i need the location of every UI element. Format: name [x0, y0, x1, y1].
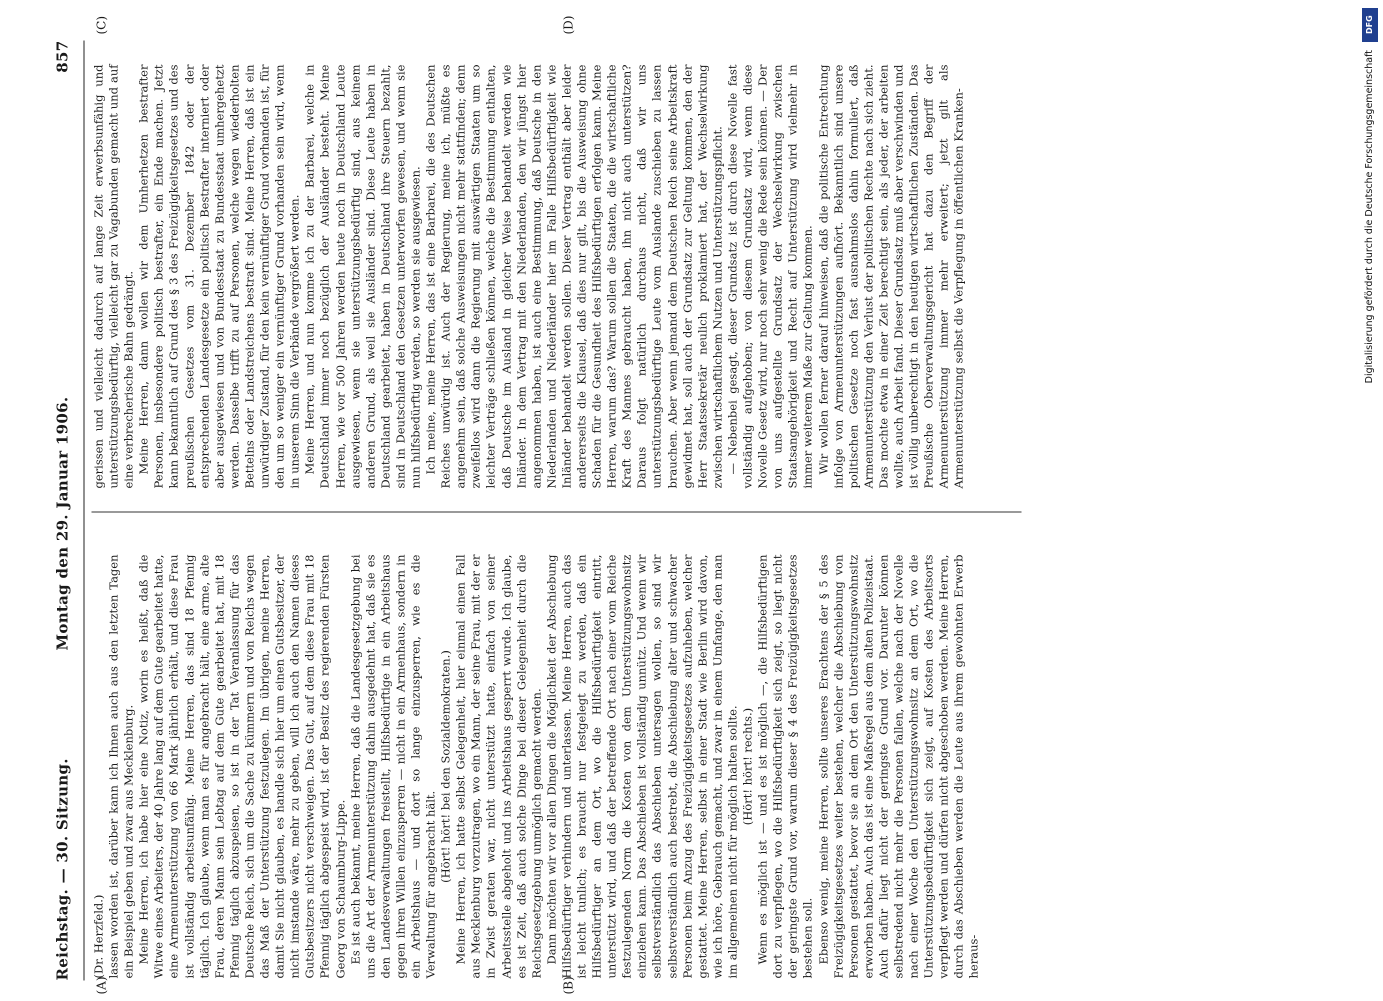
speaker-label: (Dr. Herzfeld.) — [91, 894, 106, 979]
interjection: (Hört! hört! rechts.) — [740, 707, 755, 826]
page-header — [48, 41, 80, 981]
margin-marker-a: (A) — [94, 976, 109, 995]
paragraph: Dann möchten wir vor allen Dingen die Möglichkeit der Abschiebung Hilfsbedürftiger verhindern und unterlassen. Meine Herren, auch das ist leicht tunlich; es braucht nur festgelegt zu werden, daß ein Hilfsbedürftiger an dem Ort, wo die Hilfsbedürftigkeit eintritt, unterstützt wird, und daß der betreffende Ort nach einer vom Reiche festzulegenden Norm die Kosten von dem Unterstützungswohnsitz einziehen kann. Das Abschieben ist vollständig unnütz. Und wenn wir selbstverständlich das Abschieben untersagen wollen, so sind wir selbstverständlich auch bestrebt, die Abschiebung alter und schwacher Personen beim Anzug des Freizügigkeitsgesetzes aufzuheben, welcher gestattet. Meine Herren, selbst in einer Stadt wie Berlin wird davon, wie ich höre, Gebrauch gemacht, und zwar in einem Umfange, den man im allgemeinen nicht für möglich halten sollte. — [544, 554, 740, 979]
paragraph: Meine Herren, ich hatte selbst Gelegenheit, hier einmal einen Fall aus Mecklenburg vorzutragen, wo ein Mann, der seine Frau, mit der er in Zwist geraten war, nicht unterstützt hatte, einfach von seiner Arbeitsstelle abgeholt und ins Arbeitshaus gesperrt wurde. Ich glaube, es ist Zeit, daß auch solche Dinge bei dieser Gelegenheit durch die Reichsgesetzgebung unmöglich gemacht werden. — [453, 554, 544, 979]
paragraph: Es ist auch bekannt, meine Herren, daß die Landesgesetzgebung bei uns die Art der Armenunterstützung dahin ausgedehnt hat, daß sie es den Landesverwaltungen freistellt, Hilfsbedürftige in ein Arbeitshaus gegen ihren Willen einzusperren — nicht in ein Armenhaus, sondern in ein Arbeitshaus — und dort so lange einzusperren, wie es die Verwaltung für angebracht hält. — [348, 554, 438, 979]
dfg-logo: DFG — [1362, 8, 1378, 42]
margin-marker-c: (C) — [94, 15, 109, 35]
paragraph: Meine Herren, und nun komme ich zu der Barbarei, welche in Deutschland immer noch bezüglich der Ausländer besteht. Meine Herren, wie vor 500 Jahren werden heute noch in Deutschland Leute ausgewiesen, wenn sie unterstützungsbedürftig sind, aus keinem anderen Grund, als weil sie Ausländer sind. Diese Leute haben in Deutschland gearbeitet, haben in Deutschland ihre Steuern bezahlt, sind in Deutschland den Gesetzen unterworfen gewesen, und wenn sie nun hilfsbedürftig werden, so werden sie ausgewiesen. — [302, 64, 423, 489]
paragraph: Wir wollen ferner darauf hinweisen, daß die politische Entrechtung infolge von Armenunterstützungen aufhört. Bekanntlich sind unsere politischen Gesetze noch fast ausnahmslos dahin formuliert, daß Armenunterstützung den Verlust der politischen Rechte nach sich zieht. Das mochte etwa in einer Zeit berechtigt sein, als jeder, der arbeiten wollte, auch Arbeit fand. Dieser Grundsatz muß aber verschwinden und ist völlig unberechtigt in den heutigen wirtschaftlichen Zuständen. Das Preußische Oberverwaltungsgericht hat dazu den Begriff der Armenunterstützung immer mehr erweitert; jetzt gilt als Armenunterstützung selbst die Verpflegung in öffentlichen Kranken- — [816, 64, 966, 489]
margin-marker-b: (B) — [561, 976, 576, 995]
scanned-page — [0, 1, 1383, 1001]
paragraph: Wenn es möglich ist — und es ist möglich —, die Hilfsbedürftigen dort zu verpflegen, wo die Hilfsbedürftigkeit sich zeigt, so liegt nicht der geringste Grund vor, warum dieser § 4 des Freizügigkeitsgesetzes bestehen soll. — [755, 554, 815, 979]
interjection: (Hört! hört! bei den Sozialdemokraten.) — [438, 650, 453, 883]
paragraph: lassen worden ist, darüber kann ich Ihnen auch aus den letzten Tagen ein Beispiel geben und zwar aus Mecklenburg. — [106, 554, 136, 979]
header-session: Reichstag. — 30. Sitzung. — [53, 758, 72, 981]
header-date: Montag den 29. Januar 1906. — [53, 396, 72, 651]
left-column — [92, 555, 983, 979]
right-column — [92, 65, 967, 489]
paragraph: Ich meine, meine Herren, das ist eine Barbarei, die des Deutschen Reiches unwürdig ist. Auch der Regierung, meine ich, müßte es angenehm sein, daß solche Ausweisungen nicht mehr stattfinden; denn zweifellos wird dann die Regierung mit auswärtigen Staaten um so leichter Verträge schließen können, welche die Bestimmung enthalten, daß Deutsche im Ausland in gleicher Weise behandelt werden wie Inländer. In dem Vertrag mit den Niederlanden, den wir jüngst hier angenommen haben, ist auch eine Bestimmung, daß Deutsche in den Niederlanden und Niederländer hier im Falle Hilfsbedürftigkeit wie Inländer behandelt werden sollen. Dieser Vertrag enthält aber leider andererseits die Klausel, daß dies nur gilt, bis die Ausweisung ohne Schaden für die Gesundheit des Hilfsbedürftigen erfolgen kann. Meine Herren, warum das? Warum sollen die Staaten, die die wirtschaftliche Kraft des Mannes gebraucht haben, ihn nicht auch unterstützen? Daraus folgt natürlich durchaus nicht, daß wir uns unterstützungsbedürftige Leute vom Auslande zuschieben zu lassen brauchen. Aber wenn jemand dem Deutschen Reich seine Arbeitskraft gewidmet hat, soll auch der Grundsatz zur Geltung kommen, den der Herr Staatssekretär neulich proklamiert hat, der Wechselwirkung zwischen wirtschaftlichem Nutzen und Unterstützungspflicht. — [423, 64, 725, 489]
margin-marker-d: (D) — [561, 15, 576, 35]
digitization-sidebar — [1359, 8, 1381, 968]
paragraph: — Nebenbei gesagt, dieser Grundsatz ist durch diese Novelle fast vollständig aufgehoben; von diesem Grundsatz wird, wenn diese Novelle Gesetz wird, nur noch sehr wenig die Rede sein können. — Der von uns aufgestellte Grundsatz der Wechselwirkung zwischen Staatsangehörigkeit und Recht auf Unterstützung wird vielmehr in immer weiterem Maße zur Geltung kommen. — [725, 64, 815, 489]
paragraph: Meine Herren, ich habe hier eine Notiz, worin es heißt, daß die Witwe eines Arbeiters, der 40 Jahre lang auf dem Gute gearbeitet hatte, eine Armenunterstützung von 66 Mark jährlich erhält, und diese Frau ist vollständig arbeitsunfähig. Meine Herren, das sind 18 Pfennig täglich. Ich glaube, wenn man es für angebracht hält, eine arme, alte Frau, deren Mann sein Lebtag auf dem Gute gearbeitet hat, mit 18 Pfennig täglich abzuspeisen, so ist in der Tat Veranlassung für das Deutsche Reich, sich um die Sache zu kümmern und von Reichs wegen das Maß der Unterstützung festzulegen. Im übrigen, meine Herren, damit Sie nicht glauben, es handle sich hier um einen Gutsbesitzer, der nicht imstande wäre, mehr zu geben, will ich auch den Namen dieses Gutsbesitzers nicht verschweigen. Das Gut, auf dem diese Frau mit 18 Pfennig täglich abgespeist wird, ist der Besitz des regierenden Fürsten Georg von Schaumburg-Lippe. — [136, 554, 347, 979]
paragraph: Ebenso wenig, meine Herren, sollte unseres Erachtens der § 5 des Freizügigkeitsgesetzes weiter bestehen, welcher die Abschiebung von Personen gestattet, bevor sie an dem Ort den Unterstützungswohnsitz erworben haben. Auch das ist eine Maßregel aus dem alten Polizeistaat. Auch dafür liegt nicht der geringste Grund vor. Darunter können selbstredend nicht mehr die Personen fallen, welche nach der Novelle nach einer Woche den Unterstützungswohnsitz an dem Ort, wo die Unterstützungsbedürftigkeit sich zeigt, auf Kosten des Arbeitsorts verpflegt werden und dürfen nicht abgeschoben werden. Meine Herren, durch das Abschieben werden die Leute aus ihrem gewohnten Erwerb heraus- — [816, 554, 981, 979]
paragraph: Meine Herren, dann wollen wir dem Umherhetzen bestrafter Personen, insbesondere politisch bestrafter, ein Ende machen. Jetzt kann bekanntlich auf Grund des § 3 des Freizügigkeitsgesetzes und des preußischen Gesetzes vom 31. Dezember 1842 oder der entsprechenden Landesgesetze ein politisch Bestrafter interniert oder aber ausgewiesen und von Bundesstaat zu Bundesstaat umhergehetzt werden. Dasselbe trifft zu auf Personen, welche wegen wiederholten Bettelns oder Landstreichens bestraft sind. Meine Herren, daß ist ein unwürdiger Zustand, für den kein vernünftiger Grund vorhanden ist, für den um so weniger ein vernünftiger Grund vorhanden sein wird, wenn in unserem Sinn die Verbände vergrößert werden. — [136, 64, 302, 489]
page-number: 857 — [53, 40, 72, 73]
paragraph: gerissen und vielleicht dadurch auf lange Zeit erwerbsunfähig und unterstützungsbedürftig, vielleicht gar zu Vagabunden gemacht und auf eine verbrecherische Bahn gedrängt. — [91, 64, 136, 489]
header-rule — [84, 41, 85, 981]
digitization-note: Digitalisierung gefördert durch die Deutsche Forschungsgemeinschaft — [1364, 50, 1375, 384]
column-divider — [92, 512, 1022, 513]
